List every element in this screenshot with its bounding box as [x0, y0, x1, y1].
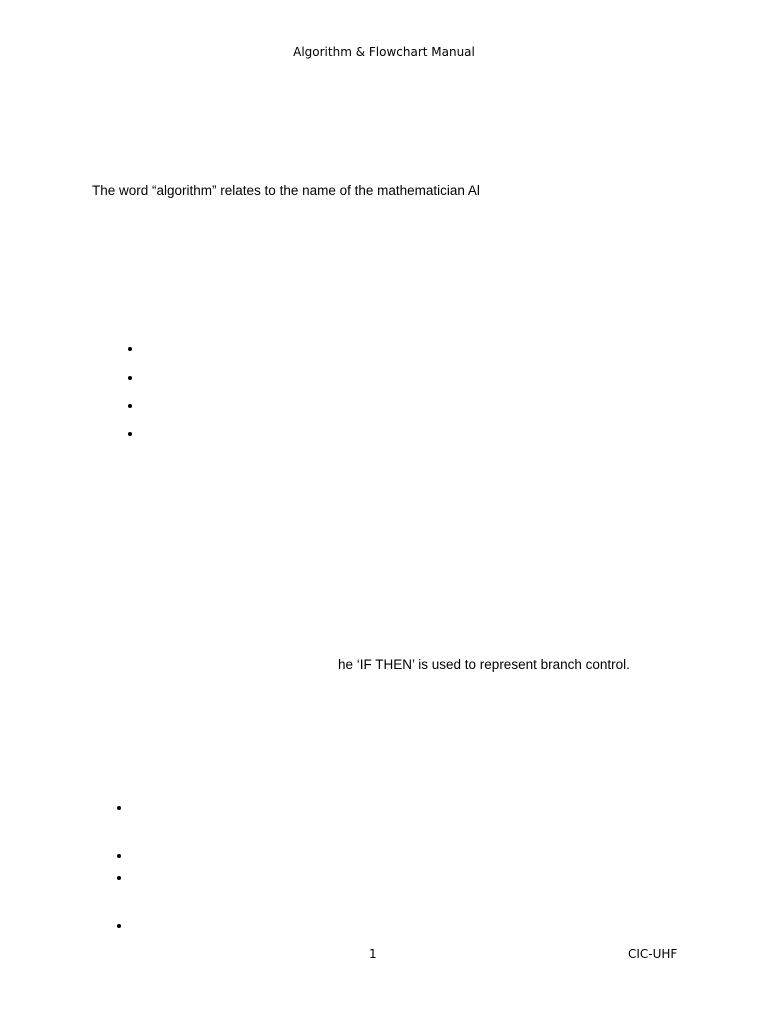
bullet-marker	[128, 432, 132, 436]
page-number: 1	[369, 947, 377, 961]
bullet-marker	[117, 876, 121, 880]
header-title: Algorithm & Flowchart Manual	[293, 45, 475, 59]
bullet-marker	[128, 376, 132, 380]
bullet-marker	[117, 806, 121, 810]
bullet-marker	[117, 854, 121, 858]
intro-paragraph: The word “algorithm” relates to the name of the mathematician Al	[92, 183, 480, 198]
bullet-marker	[128, 404, 132, 408]
bullet-marker	[128, 347, 132, 351]
footer-organization: CIC-UHF	[628, 947, 678, 961]
branch-control-paragraph: he ‘IF THEN’ is used to represent branch control.	[338, 657, 630, 672]
bullet-marker	[117, 924, 121, 928]
